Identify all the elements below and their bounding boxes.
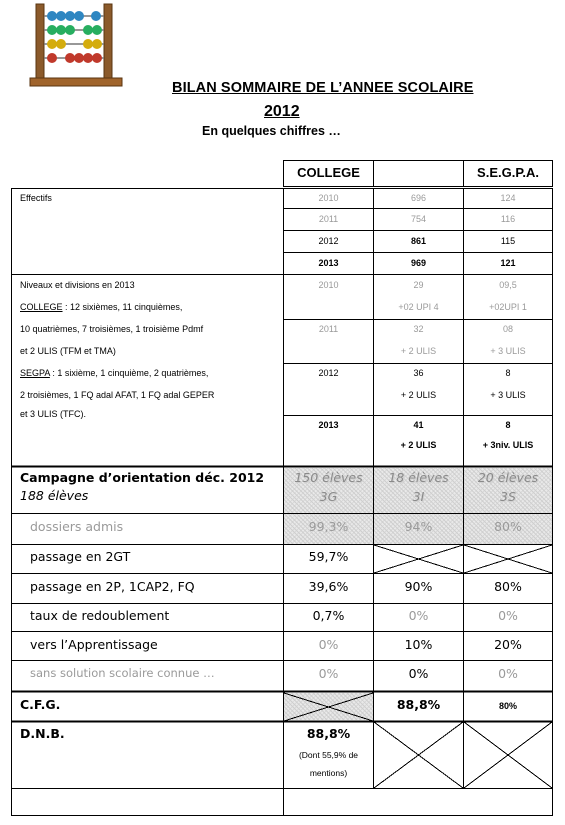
niveaux-segpa: 09,5 <box>499 280 517 290</box>
dnb-note: mentions) <box>309 768 348 778</box>
orientation-value: 0% <box>498 666 518 681</box>
niveaux-college: 29 <box>413 280 424 290</box>
effectifs-label: Effectifs <box>20 193 52 203</box>
dnb-value: 88,8% <box>306 726 351 741</box>
niveaux-year: 2013 <box>318 420 339 430</box>
niveaux-segpa: 08 <box>502 324 513 334</box>
effectifs-year: 2012 <box>318 236 339 246</box>
page-title-year: 2012 <box>264 103 300 120</box>
orientation-col-class: 3I <box>412 489 425 504</box>
effectifs-college: 696 <box>410 193 427 203</box>
niveaux-college-ulis: + 2 ULIS <box>400 440 437 450</box>
dnb-note: (Dont 55,9% de <box>298 750 359 760</box>
cfg-segpa3-value: 80% <box>498 701 517 711</box>
niveaux-segpa-text: : 1 sixième, 1 cinquième, 2 quatrièmes, <box>49 368 209 378</box>
niveaux-college: 36 <box>413 368 424 378</box>
niveaux-title: Niveaux et divisions en 2013 <box>20 280 135 290</box>
niveaux-college-label: COLLEGE <box>20 302 63 312</box>
orientation-col-count: 20 élèves <box>477 470 539 485</box>
niveaux-segpa-label: SEGPA <box>20 368 50 378</box>
niveaux-segpa-ulis: + 3niv. ULIS <box>482 440 534 450</box>
niveaux-college-text: : 12 sixièmes, 11 cinquièmes, <box>62 302 183 312</box>
niveaux-line <box>20 303 182 312</box>
effectifs-year: 2011 <box>318 214 339 224</box>
row-label-passage-2gt: passage en 2GT <box>30 549 131 564</box>
niveaux-line: 10 quatrièmes, 7 troisièmes, 1 troisième Pdmf <box>20 324 204 334</box>
effectifs-segpa: 124 <box>500 193 516 203</box>
row-label-redoublement: taux de redoublement <box>30 608 170 623</box>
niveaux-year: 2012 <box>318 368 339 378</box>
orientation-col-class: 3G <box>319 489 338 504</box>
orientation-value: 94% <box>404 519 433 534</box>
niveaux-segpa: 8 <box>505 420 511 430</box>
orientation-value: 90% <box>404 579 433 594</box>
orientation-col-count: 18 élèves <box>388 470 449 485</box>
row-label-dossiers-admis: dossiers admis <box>30 519 124 534</box>
niveaux-college: 41 <box>413 420 424 430</box>
niveaux-college-ulis: + 2 ULIS <box>400 390 437 400</box>
niveaux-college-ulis: + 2 ULIS <box>400 346 437 356</box>
effectifs-college: 969 <box>410 258 427 268</box>
effectifs-college: 861 <box>410 236 427 246</box>
row-label-passage-2p: passage en 2P, 1CAP2, FQ <box>30 579 195 594</box>
orientation-value: 0% <box>318 637 339 652</box>
orientation-total: 188 élèves <box>20 488 89 503</box>
orientation-title: Campagne d’orientation déc. 2012 <box>20 470 265 485</box>
row-label-sans-solution: sans solution scolaire connue … <box>30 666 215 680</box>
effectifs-segpa: 115 <box>500 236 516 246</box>
orientation-value: 59,7% <box>308 549 349 564</box>
effectifs-segpa: 116 <box>500 214 516 224</box>
row-label-apprentissage: vers l’Apprentissage <box>30 637 158 652</box>
niveaux-line <box>20 369 208 378</box>
niveaux-year: 2010 <box>318 280 339 290</box>
orientation-value: 10% <box>404 637 433 652</box>
orientation-col-class: 3S <box>500 489 516 504</box>
orientation-value: 0% <box>498 608 518 623</box>
column-header-college: COLLEGE <box>297 165 360 180</box>
column-header-segpa: S.E.G.P.A. <box>477 165 539 180</box>
orientation-value: 0% <box>318 666 339 681</box>
effectifs-segpa: 121 <box>500 258 516 268</box>
niveaux-segpa-ulis: +02UPI 1 <box>489 302 527 312</box>
niveaux-line: 2 troisièmes, 1 FQ adal AFAT, 1 FQ adal GEPER <box>20 390 215 400</box>
orientation-value: 0,7% <box>312 608 345 623</box>
orientation-value: 20% <box>494 637 522 652</box>
effectifs-college: 754 <box>410 214 427 224</box>
orientation-value: 80% <box>494 519 522 534</box>
niveaux-college: 32 <box>413 324 424 334</box>
niveaux-segpa: 8 <box>505 368 511 378</box>
page-title: BILAN SOMMAIRE DE L’ANNEE SCOLAIRE <box>172 80 474 96</box>
niveaux-line: et 2 ULIS (TFM et TMA) <box>20 346 116 356</box>
orientation-value: 39,6% <box>308 579 349 594</box>
effectifs-year: 2013 <box>318 258 339 268</box>
dnb-label: D.N.B. <box>20 726 65 741</box>
orientation-value: 0% <box>408 666 429 681</box>
orientation-value: 0% <box>408 608 429 623</box>
niveaux-line: et 3 ULIS (TFC). <box>20 409 87 419</box>
cfg-label: C.F.G. <box>20 697 61 712</box>
effectifs-year: 2010 <box>318 193 339 203</box>
niveaux-college-ulis: +02 UPI 4 <box>398 302 439 312</box>
orientation-value: 99,3% <box>308 519 349 534</box>
niveaux-segpa-ulis: + 3 ULIS <box>490 390 526 400</box>
orientation-col-count: 150 élèves <box>294 470 363 485</box>
page-subtitle: En quelques chiffres … <box>202 124 341 138</box>
niveaux-year: 2011 <box>318 324 339 334</box>
orientation-value: 80% <box>494 579 522 594</box>
niveaux-segpa-ulis: + 3 ULIS <box>490 346 526 356</box>
cfg-segpa-value: 88,8% <box>396 697 441 712</box>
